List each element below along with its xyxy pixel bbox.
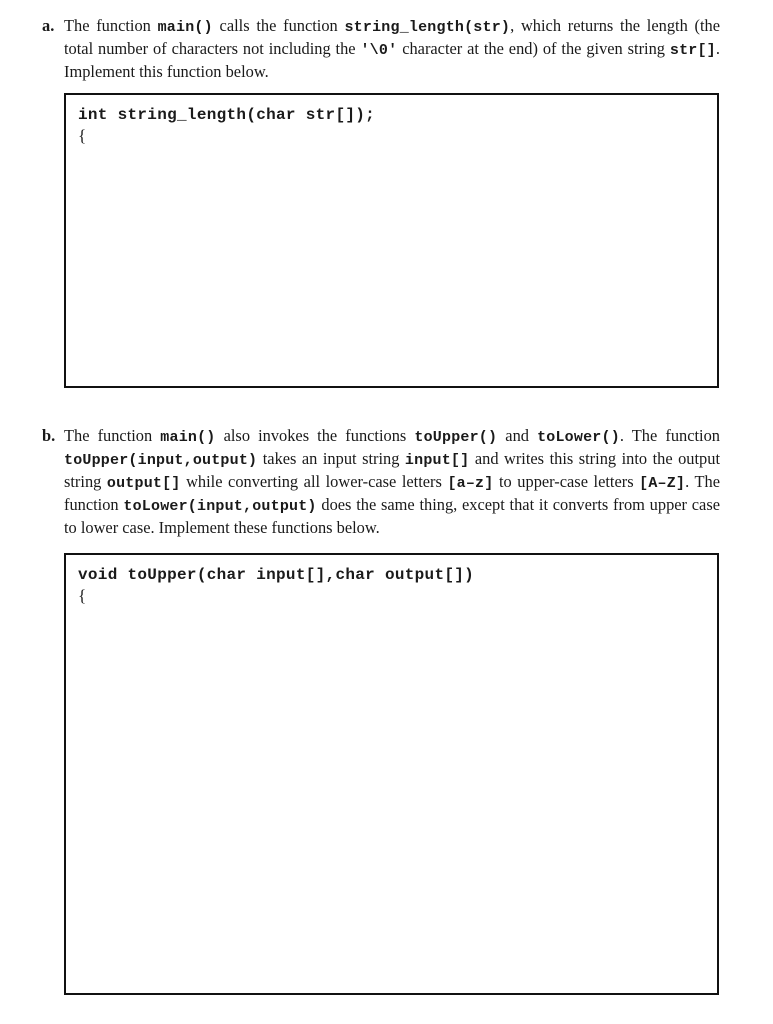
question-a	[42, 15, 720, 82]
question-b-label: b.	[42, 426, 56, 445]
code-uppercase-range: [A–Z]	[639, 475, 686, 492]
code-input-array: input[]	[404, 452, 470, 469]
code-null-char: '\0'	[360, 42, 398, 59]
answer-box-a[interactable]	[64, 93, 719, 388]
code-toupper-call: toUpper(input,output)	[64, 452, 258, 469]
text-segment: The function	[64, 16, 158, 35]
code-main: main()	[160, 429, 216, 446]
text-segment: to upper-case letters	[493, 472, 640, 491]
text-segment: also invokes the functions	[215, 426, 415, 445]
text-segment: character at the end) of the given string	[397, 39, 670, 58]
text-segment: takes an input string	[257, 449, 405, 468]
text-segment: . Implement this function below.	[64, 39, 720, 81]
opening-brace: {	[78, 586, 87, 605]
code-lowercase-range: [a–z]	[447, 475, 494, 492]
text-segment: and	[497, 426, 538, 445]
question-b-text	[64, 425, 720, 538]
text-segment: and writes this string into the output string	[64, 449, 720, 491]
function-signature-toupper: void toUpper(char input[],char output[])	[78, 566, 475, 584]
question-b	[42, 425, 720, 538]
text-segment: calls the function	[212, 16, 345, 35]
code-toupper: toUpper()	[414, 429, 498, 446]
question-a-label: a.	[42, 16, 55, 35]
code-output-array: output[]	[106, 475, 181, 492]
function-signature-string-length: int string_length(char str[]);	[78, 106, 376, 124]
text-segment: , which returns the length (the total number of characters not including the	[64, 16, 720, 58]
text-segment: . The function	[64, 472, 720, 514]
opening-brace: {	[78, 126, 87, 145]
text-segment: while converting all lower-case letters	[180, 472, 448, 491]
text-segment: . The function	[619, 426, 720, 445]
answer-box-b[interactable]	[64, 553, 719, 995]
text-segment: does the same thing, except that it converts from upper case to lower case. Implement these functions below.	[64, 495, 720, 537]
text-segment: The function	[64, 426, 161, 445]
code-main: main()	[157, 19, 213, 36]
code-tolower: toLower()	[537, 429, 620, 446]
code-str-array: str[]	[669, 42, 716, 59]
code-tolower-call: toLower(input,output)	[123, 498, 317, 515]
code-string-length-call: string_length(str)	[344, 19, 511, 36]
question-a-text	[64, 15, 720, 82]
